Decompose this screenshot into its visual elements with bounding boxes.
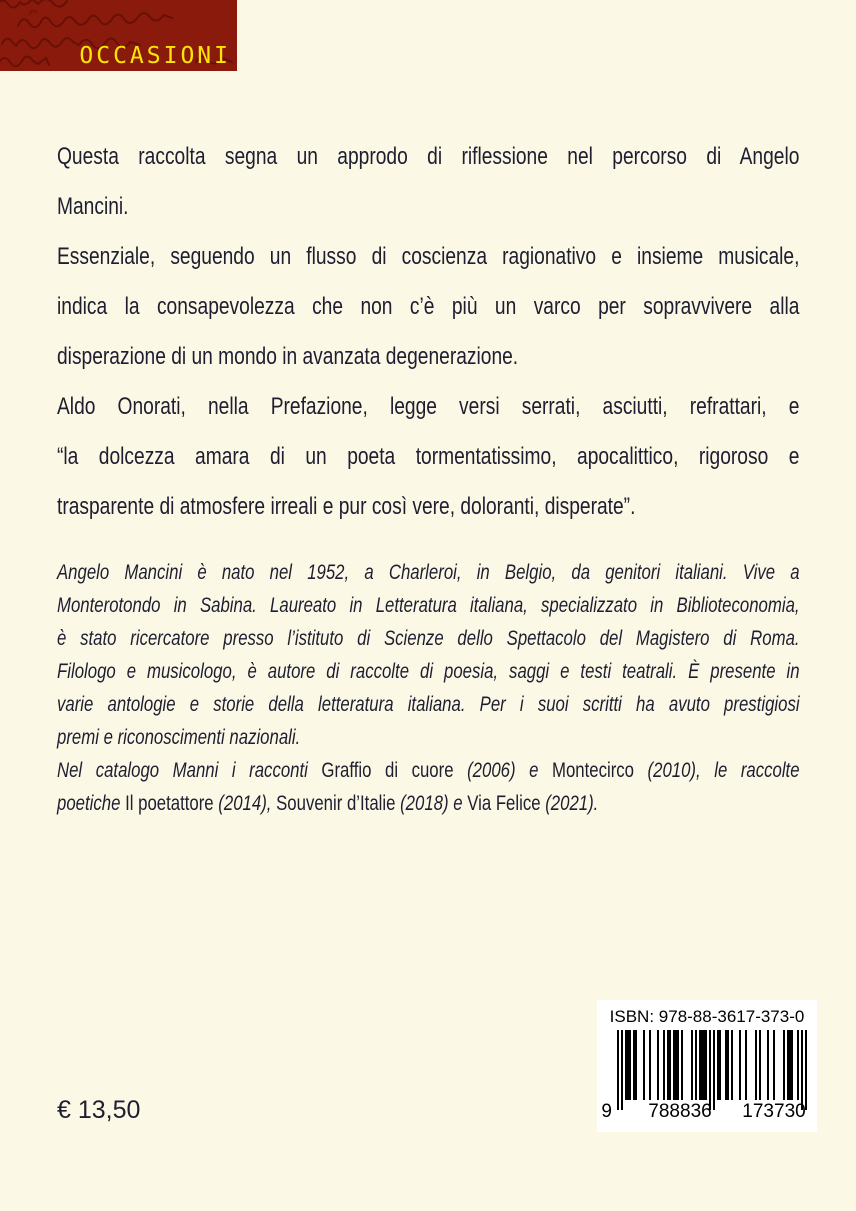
series-title: OCCASIONI	[79, 43, 231, 69]
author-bio-text	[57, 556, 800, 820]
text-run: Mancini.	[57, 193, 129, 220]
text-line	[57, 721, 800, 754]
text-run: indica la consapevolezza che non c’è più un varco per sopravvivere alla	[57, 293, 800, 320]
text-run: Aldo Onorati, nella Prefazione, legge versi serrati, asciutti, refrattari, e	[57, 393, 800, 420]
text-run: trasparente di atmosfere irreali e pur così vere, doloranti, disperate”.	[57, 493, 636, 520]
isbn-label: ISBN: 978-88-3617-373-0	[609, 1007, 805, 1026]
text-run: (2014),	[218, 791, 277, 815]
ean13-barcode-icon	[612, 1030, 812, 1110]
series-box	[0, 0, 237, 71]
text-line	[57, 556, 800, 589]
text-run: Nel catalogo Manni i racconti	[57, 758, 322, 782]
text-run: (2021).	[545, 791, 599, 815]
text-run: varie antologie e storie della letteratura italiana. Per i suoi scritti ha avuto prestigiosi	[57, 692, 800, 716]
barcode-digit-group: 788836	[648, 1101, 712, 1122]
text-line	[57, 132, 799, 182]
text-run: Graffio di cuore	[321, 758, 468, 782]
blurb-text	[57, 132, 799, 532]
text-line	[57, 232, 799, 282]
text-line	[57, 482, 799, 532]
text-line	[57, 332, 799, 382]
text-run: Il poetattore	[125, 791, 219, 815]
text-line	[57, 787, 800, 820]
text-line	[57, 589, 800, 622]
text-line	[57, 655, 800, 688]
text-run: Angelo Mancini è nato nel 1952, a Charleroi, in Belgio, da genitori italiani. Vive a	[57, 560, 800, 584]
text-line	[57, 754, 800, 787]
barcode-digit-group: 173730	[742, 1101, 806, 1122]
barcode-digits	[601, 1101, 812, 1125]
text-run: “la dolcezza amara di un poeta tormentatissimo, apocalittico, rigoroso e	[57, 443, 800, 470]
text-run: (2006) e	[467, 758, 552, 782]
text-run: premi e riconoscimenti nazionali.	[57, 725, 301, 749]
text-run: è stato ricercatore presso l’istituto di Scienze dello Spettacolo del Magistero di Roma.	[57, 626, 800, 650]
text-line	[57, 382, 799, 432]
barcode-digit-group: 9	[601, 1101, 612, 1122]
text-line	[57, 282, 799, 332]
text-run: Monterotondo in Sabina. Laureato in Letteratura italiana, specializzato in Biblioteconomia,	[57, 593, 800, 617]
text-run: (2018) e	[400, 791, 468, 815]
text-run: Montecirco	[551, 758, 648, 782]
text-line	[57, 688, 800, 721]
text-run: Souvenir d’Italie	[276, 791, 401, 815]
text-line	[57, 432, 799, 482]
text-run: disperazione di un mondo in avanzata degenerazione.	[57, 343, 519, 370]
text-line	[57, 622, 800, 655]
text-run: Via Felice	[467, 791, 546, 815]
text-run: poetiche	[57, 791, 126, 815]
text-run: Essenziale, seguendo un flusso di coscienza ragionativo e insieme musicale,	[57, 243, 800, 270]
text-run: (2010), le raccolte	[647, 758, 800, 782]
price-label: € 13,50	[57, 1096, 141, 1124]
barcode-panel	[597, 1000, 817, 1132]
text-run: Filologo e musicologo, è autore di raccolte di poesia, saggi e testi teatrali. È presente in	[57, 659, 800, 683]
text-run: Questa raccolta segna un approdo di riflessione nel percorso di Angelo	[57, 143, 800, 170]
text-line	[57, 182, 799, 232]
